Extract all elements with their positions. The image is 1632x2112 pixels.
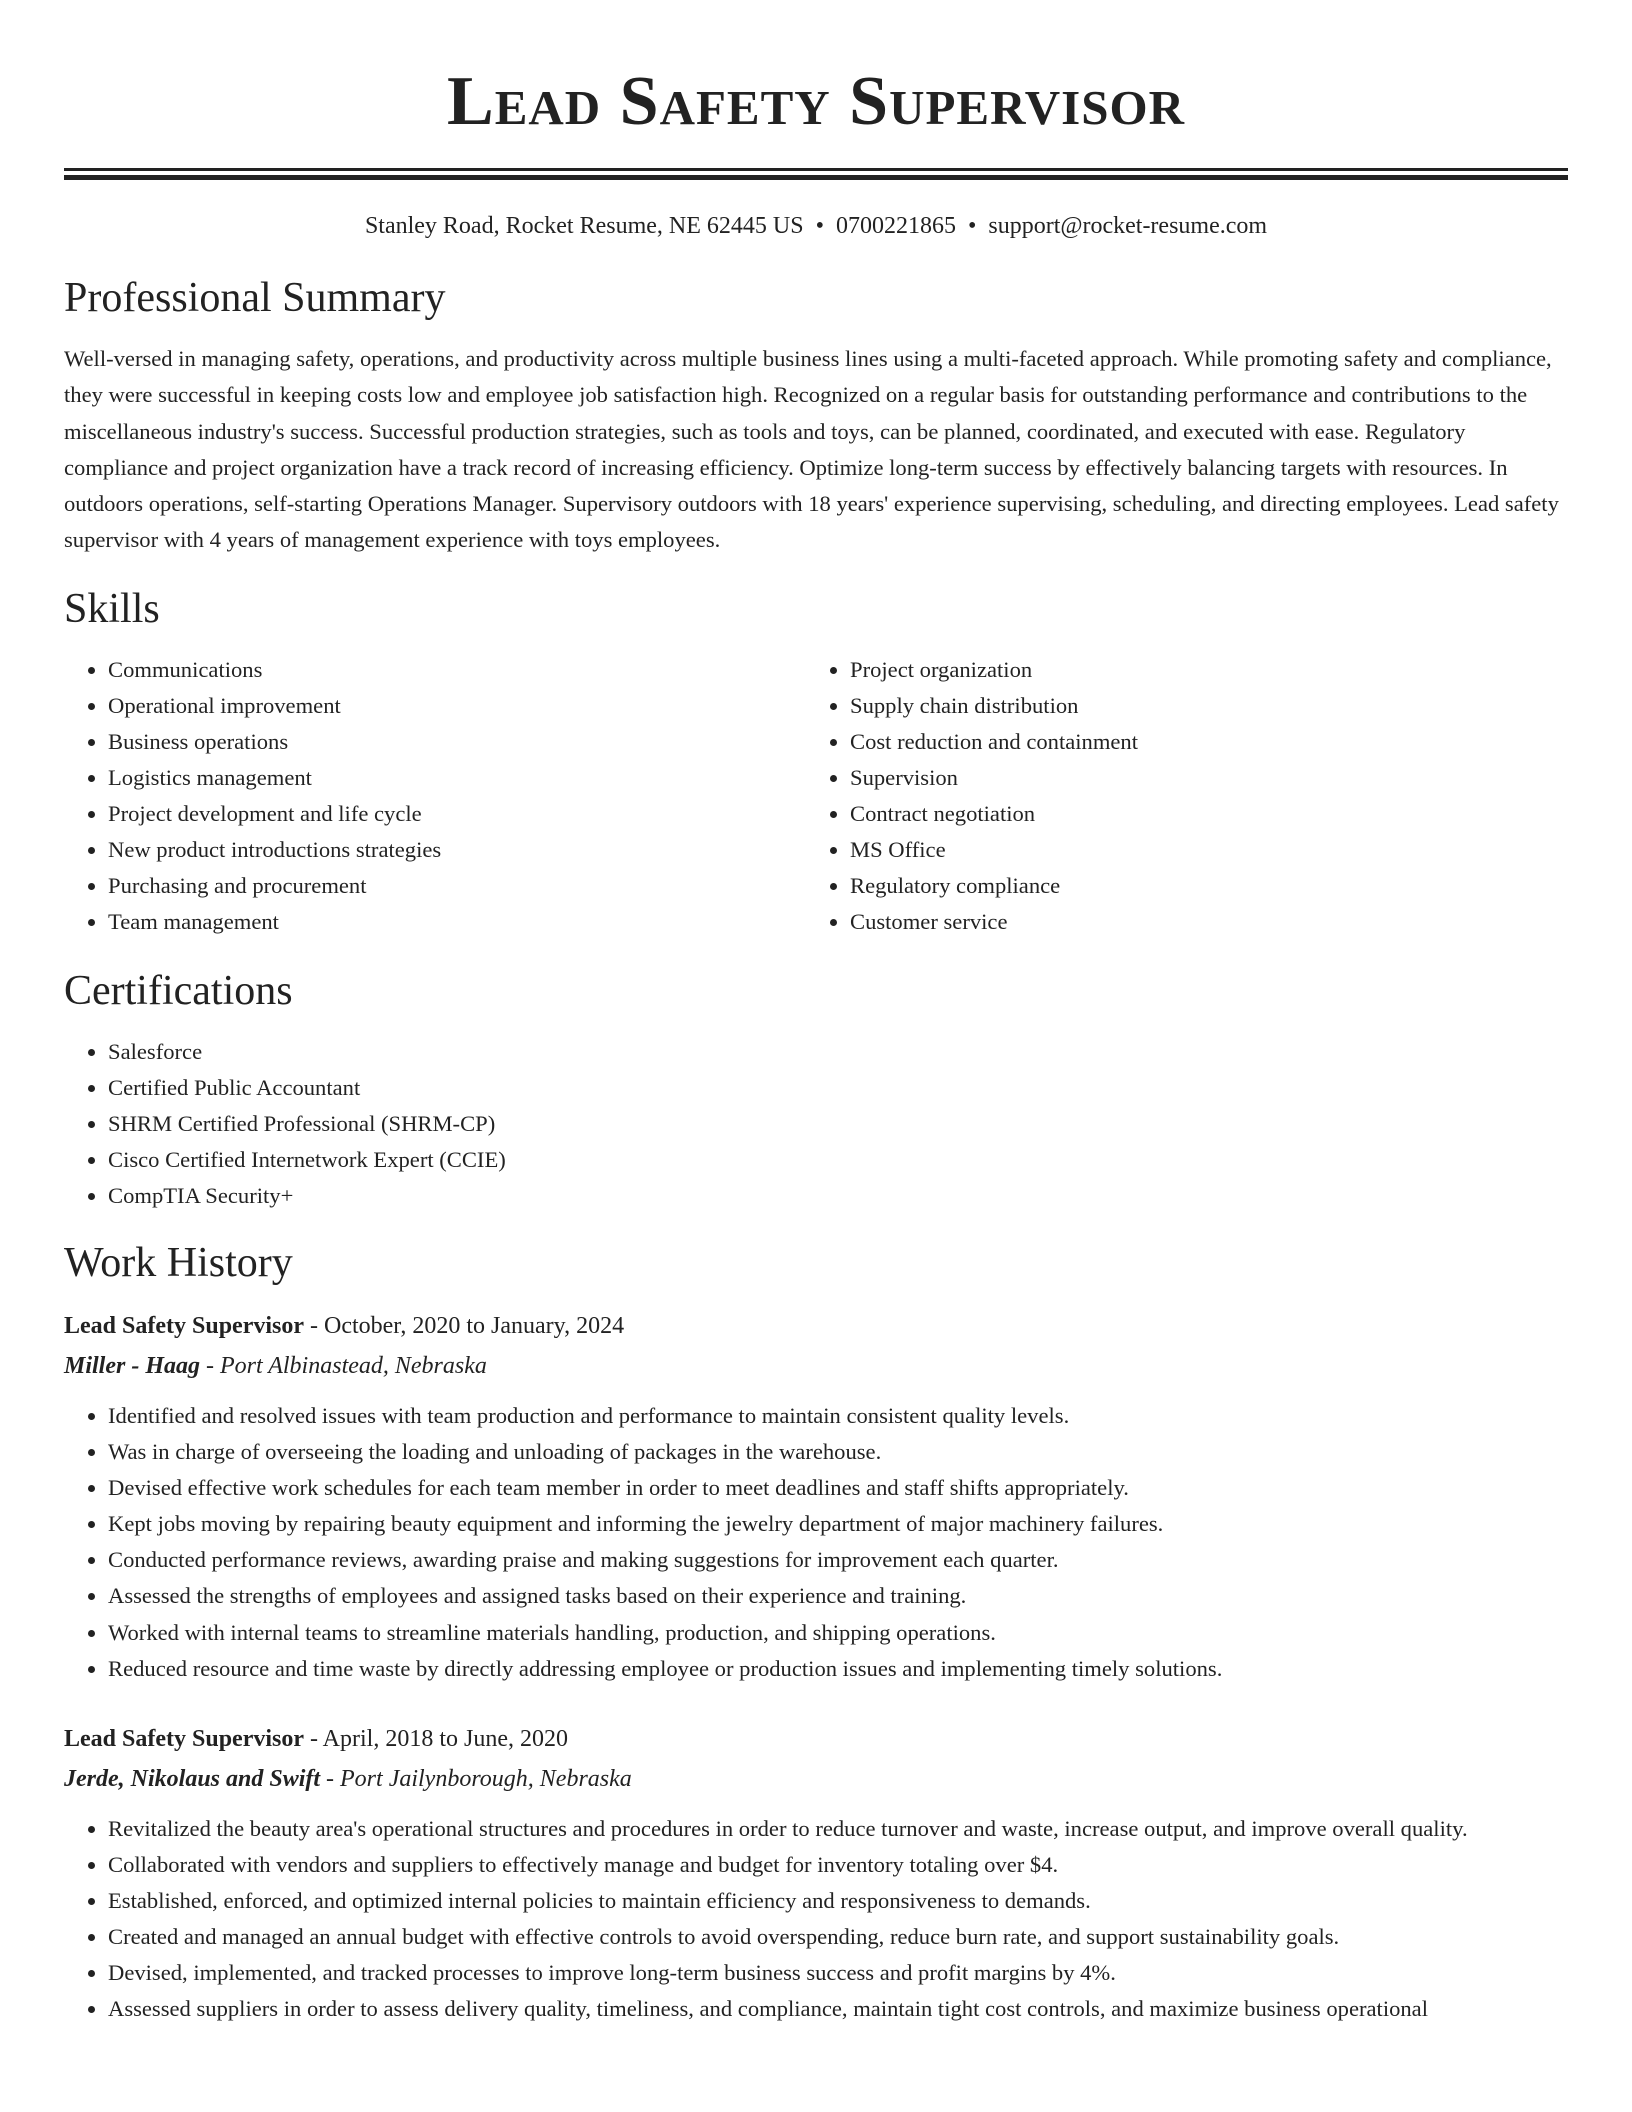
contact-line xyxy=(64,210,1568,242)
contact-separator: • xyxy=(815,213,824,239)
skill-item: • Contract negotiation xyxy=(850,796,1548,832)
certifications-list xyxy=(64,1034,1568,1214)
skill-item: • Logistics management xyxy=(108,760,806,796)
skill-item: • Purchasing and procurement xyxy=(108,868,806,904)
resume-name: Lead Safety Supervisor xyxy=(447,63,1185,140)
contact-address: Stanley Road, Rocket Resume, NE 62445 US xyxy=(364,213,804,239)
summary-heading: Professional Summary xyxy=(64,275,446,321)
job-bullet: • Established, enforced, and optimized internal policies to maintain efficiency and responsiveness to demands. xyxy=(108,1883,1568,1919)
certifications-heading: Certifications xyxy=(64,967,293,1014)
job-bullet: • Worked with internal teams to streamline materials handling, production, and shipping operations. xyxy=(108,1615,1568,1651)
job-bullet: • Identified and resolved issues with team production and performance to maintain consistent quality levels. xyxy=(108,1398,1568,1434)
job-bullet: • Was in charge of overseeing the loading and unloading of packages in the warehouse. xyxy=(108,1434,1568,1470)
job-company-line xyxy=(64,1346,1568,1386)
skill-item: • MS Office xyxy=(850,832,1548,868)
job-dates: - April, 2018 to June, 2020 xyxy=(304,1725,568,1752)
job-bullet: • Revitalized the beauty area's operational structures and procedures in order to reduce turnover and waste, increase output, and improve overall quality. xyxy=(108,1811,1568,1847)
job-title: Lead Safety Supervisor xyxy=(64,1313,304,1339)
job-dates: - October, 2020 to January, 2024 xyxy=(304,1313,625,1339)
job-bullet: • Created and managed an annual budget with effective controls to avoid overspending, reduce burn rate, and support sustainability goals. xyxy=(108,1919,1568,1955)
skill-item: • Cost reduction and containment xyxy=(850,724,1548,760)
job-title-line xyxy=(64,1306,1568,1346)
skill-item: • Operational improvement xyxy=(108,688,806,724)
job-company-line xyxy=(64,1759,1568,1799)
job-bullet: • Conducted performance reviews, awarding praise and making suggestions for improvement each quarter. xyxy=(108,1542,1568,1578)
job-location: - Port Albinastead, Nebraska xyxy=(200,1353,487,1379)
certification-item: • Salesforce xyxy=(108,1034,1568,1070)
summary-text: Well-versed in managing safety, operations, and productivity across multiple business lines using a multi-faceted approach. While promoting safety and compliance, they were successful in keeping costs low and employee job satisfaction high. Recognized on a regular basis for outstanding performance and contributions to the miscellaneous industry's success. Successful production strategies, such as tools and toys, can be planned, coordinated, and executed with ease. Regulatory compliance and project organization have a track record of increasing efficiency. Optimize long-term success by effectively balancing targets with resources. In outdoors operations, self-starting Operations Manager. Supervisory outdoors with 18 years' experience supervising, scheduling, and directing employees. Lead safety supervisor with 4 years of management experience with toys employees. xyxy=(64,346,1559,553)
job-entry xyxy=(64,1306,1568,1687)
job-bullet: • Devised, implemented, and tracked processes to improve long-term business success and profit margins by 4%. xyxy=(108,1955,1568,1991)
job-bullet: • Assessed suppliers in order to assess delivery quality, timeliness, and compliance, maintain tight cost controls, and maximize business operational xyxy=(108,1991,1568,2027)
job-company: Miller - Haag xyxy=(64,1353,200,1379)
skills-columns xyxy=(64,652,1568,941)
job-bullet: • Collaborated with vendors and suppliers to effectively manage and budget for inventory totaling over $4. xyxy=(108,1847,1568,1883)
job-bullet: • Reduced resource and time waste by directly addressing employee or production issues and implementing timely solutions. xyxy=(108,1651,1568,1687)
skills-column-right xyxy=(806,652,1548,941)
certification-item: • Certified Public Accountant xyxy=(108,1070,1568,1106)
header-divider xyxy=(64,168,1568,180)
job-location: - Port Jailynborough, Nebraska xyxy=(320,1765,632,1792)
job-bullets xyxy=(64,1811,1568,2028)
skill-item: • Regulatory compliance xyxy=(850,868,1548,904)
contact-phone: 0700221865 xyxy=(835,213,956,239)
skill-item: • Communications xyxy=(108,652,806,688)
contact-email: support@rocket-resume.com xyxy=(988,213,1268,239)
skill-item: • Team management xyxy=(108,904,806,940)
job-bullets xyxy=(64,1398,1568,1687)
certification-item: • Cisco Certified Internetwork Expert (CCIE) xyxy=(108,1142,1568,1178)
job-bullet: • Devised effective work schedules for each team member in order to meet deadlines and staff shifts appropriately. xyxy=(108,1470,1568,1506)
resume-page xyxy=(64,0,1568,2027)
skills-column-left xyxy=(64,652,806,941)
certification-item: • SHRM Certified Professional (SHRM-CP) xyxy=(108,1106,1568,1142)
skill-item: • Customer service xyxy=(850,904,1548,940)
skill-item: • New product introductions strategies xyxy=(108,832,806,868)
job-company: Jerde, Nikolaus and Swift xyxy=(64,1765,321,1792)
certification-item: • CompTIA Security+ xyxy=(108,1178,1568,1214)
work-history-heading: Work History xyxy=(64,1240,293,1286)
job-bullet: • Assessed the strengths of employees and assigned tasks based on their experience and training. xyxy=(108,1578,1568,1614)
skill-item: • Business operations xyxy=(108,724,806,760)
job-title: Lead Safety Supervisor xyxy=(64,1725,304,1752)
job-entry xyxy=(64,1719,1568,2028)
job-title-line xyxy=(64,1719,1568,1759)
skills-heading: Skills xyxy=(64,585,160,632)
job-bullet: • Kept jobs moving by repairing beauty equipment and informing the jewelry department of major machinery failures. xyxy=(108,1506,1568,1542)
skill-item: • Project organization xyxy=(850,652,1548,688)
skill-item: • Project development and life cycle xyxy=(108,796,806,832)
contact-separator: • xyxy=(967,213,977,239)
skill-item: • Supply chain distribution xyxy=(850,688,1548,724)
skill-item: • Supervision xyxy=(850,760,1548,796)
